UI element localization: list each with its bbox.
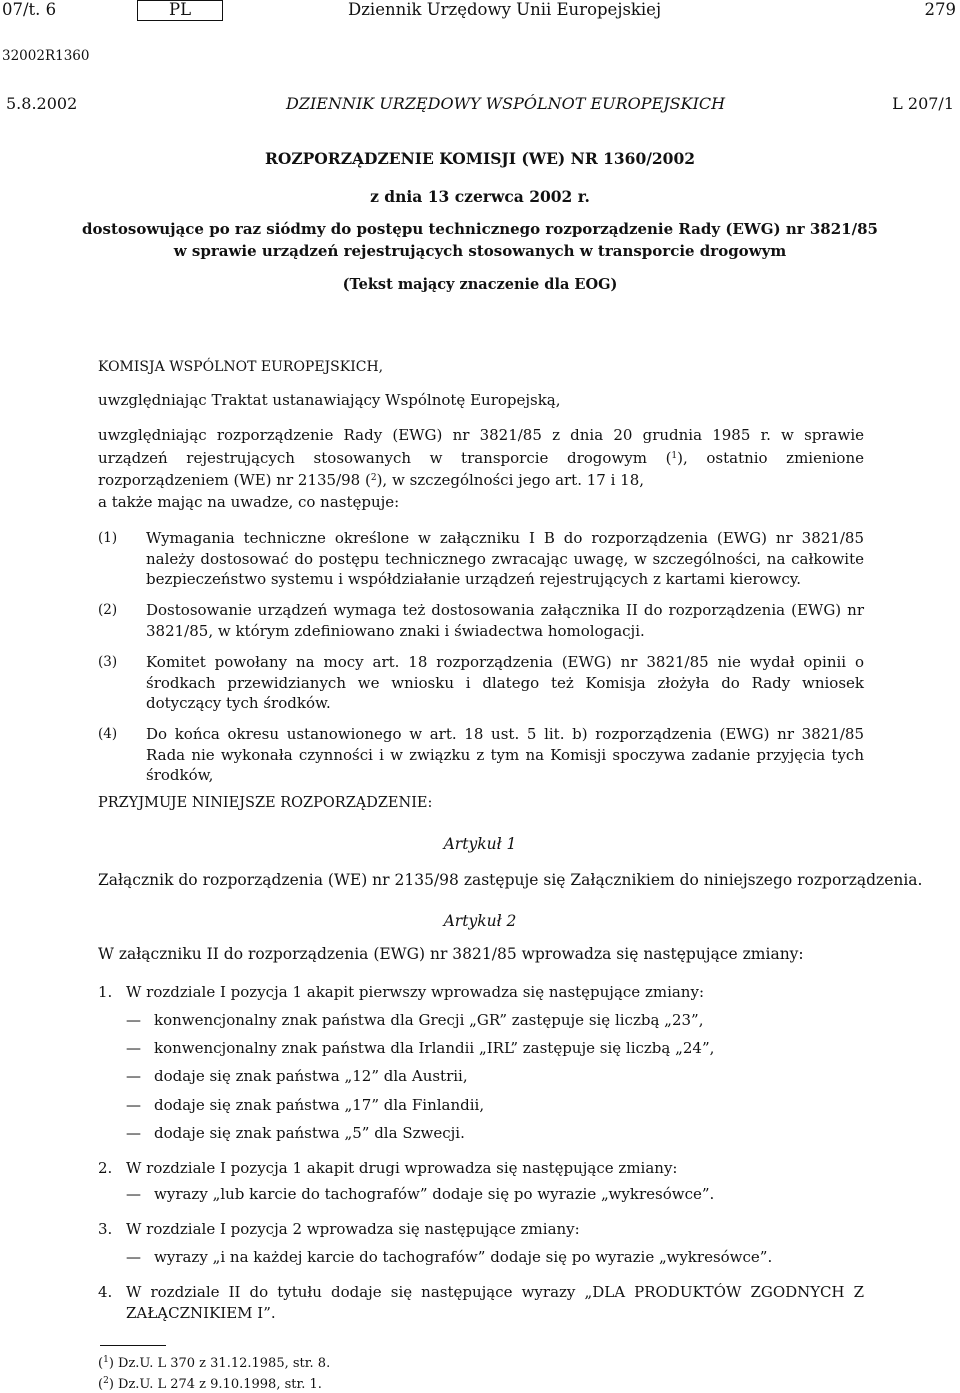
dash-text: dodaje się znak państwa „12” dla Austrii,	[154, 1067, 468, 1085]
regulation-subject	[0, 218, 960, 262]
article-1-heading: Artykuł 1	[443, 835, 517, 853]
dash-mark: —	[126, 1011, 141, 1029]
page-number: 279	[924, 0, 956, 19]
preamble-treaty: uwzględniając Traktat ustanawiający Wspólnotę Europejską,	[98, 391, 561, 409]
preamble-whereas: a także mając na uwadze, co następuje:	[98, 493, 400, 511]
item-text: W rozdziale I pozycja 1 akapit pierwszy wprowadza się następujące zmiany:	[126, 983, 704, 1001]
dash-text: dodaje się znak państwa „5” dla Szwecji.	[154, 1124, 465, 1142]
celex-number: 32002R1360	[2, 48, 90, 64]
recital-number: (3)	[98, 654, 118, 670]
recital-text: Do końca okresu ustanowionego w art. 18 ust. 5 lit. b) rozporządzenia (EWG) nr 3821/85 Rada nie wykonała czynności i w związku z tym na Komisji spoczywa zadanie przyjęcia tych środków,	[146, 725, 864, 784]
subject-line-2: w sprawie urządzeń rejestrujących stosowanych w transporcie drogowym	[173, 242, 787, 260]
subject-line-1: dostosowujące po raz siódmy do postępu technicznego rozporządzenie Rady (EWG) nr 3821/85	[82, 220, 878, 238]
item-text: W rozdziale II do tytułu dodaje się następujące wyrazy „DLA PRODUKTÓW ZGODNYCH Z ZAŁĄCZNIKIEM I”.	[126, 1283, 864, 1322]
recital-text: Dostosowanie urządzeń wymaga też dostosowania załącznika II do rozporządzenia (EWG) nr 3821/85, w którym zdefiniowano znaki i świadectwa homologacji.	[146, 601, 864, 640]
volume-ref: 07/t. 6	[2, 0, 57, 19]
footnote-separator	[100, 1345, 166, 1346]
item-text: W rozdziale I pozycja 1 akapit drugi wprowadza się następujące zmiany:	[126, 1159, 678, 1177]
dash-mark: —	[126, 1248, 141, 1266]
footnote: ($^1$) Dz.U. L 370 z 31.12.1985, str. 8.	[98, 1355, 331, 1371]
recital-number: (1)	[98, 530, 118, 546]
dash-mark: —	[126, 1124, 141, 1142]
footnote-ref-1: 1	[671, 450, 678, 461]
footnote-mark: 2	[103, 1376, 109, 1386]
item-number: 3.	[98, 1220, 113, 1238]
footnote: ($^2$) Dz.U. L 274 z 9.10.1998, str. 1.	[98, 1376, 322, 1392]
footnote-text: Dz.U. L 370 z 31.12.1985, str. 8.	[118, 1356, 331, 1371]
item-number: 1.	[98, 983, 113, 1001]
enacting-formula: PRZYJMUJE NINIEJSZE ROZPORZĄDZENIE:	[98, 795, 433, 811]
footnote-ref-2: 2	[370, 473, 377, 483]
footnote-text: Dz.U. L 274 z 9.10.1998, str. 1.	[118, 1377, 322, 1392]
recital-text: Wymagania techniczne określone w załączniku I B do rozporządzenia (EWG) nr 3821/85 należy dostosować do postępu technicznego zwracając uwagę, w szczególności, na całkowite bezpieczeństwo systemu i współdziałanie urządzeń rejestrujących z kartami kierowcy.	[146, 529, 864, 588]
eea-relevance: (Tekst mający znaczenie dla EOG)	[342, 276, 618, 293]
dash-mark: —	[126, 1067, 141, 1085]
oj-reference: L 207/1	[892, 94, 954, 113]
preamble-regulation: uwzględniając rozporządzenie Rady (EWG) nr 3821/85 z dnia 20 grudnia 1985 r. w sprawie urządzeń rejestrujących stosowanych w transporcie drogowym ($^1$), ostatnio zmienione rozporządzeniem (WE) nr 2135/98 ($^2$), w szczególności jego art. 17 i 18,	[98, 426, 864, 489]
item-number: 2.	[98, 1159, 113, 1177]
dash-text: wyrazy „lub karcie do tachografów” dodaje się po wyrazie „wykresówce”.	[154, 1185, 715, 1203]
regulation-date: z dnia 13 czerwca 2002 r.	[370, 187, 590, 206]
language-box: PL	[137, 0, 223, 21]
dash-text: dodaje się znak państwa „17” dla Finlandii,	[154, 1096, 485, 1114]
dash-mark: —	[126, 1039, 141, 1057]
item-text: W rozdziale I pozycja 2 wprowadza się następujące zmiany:	[126, 1220, 580, 1238]
recital-text: Komitet powołany na mocy art. 18 rozporządzenia (EWG) nr 3821/85 nie wydał opinii o środkach przewidzianych we wniosku i dlatego też Komisja złożyła do Rady wniosek dotyczący tych środków.	[146, 653, 864, 712]
regulation-title: ROZPORZĄDZENIE KOMISJI (WE) NR 1360/2002	[264, 149, 696, 168]
dash-text: wyrazy „i na każdej karcie do tachografów” dodaje się po wyrazie „wykresówce”.	[154, 1248, 773, 1266]
article-2-heading: Artykuł 2	[443, 912, 517, 930]
footnote-mark: 1	[103, 1355, 109, 1365]
article-2-intro: W załączniku II do rozporządzenia (EWG) nr 3821/85 wprowadza się następujące zmiany:	[98, 945, 804, 963]
dash-text: konwencjonalny znak państwa dla Grecji „GR” zastępuje się liczbą „23”,	[154, 1011, 704, 1029]
dash-mark: —	[126, 1096, 141, 1114]
running-header	[0, 0, 960, 24]
recital-number: (4)	[98, 726, 118, 742]
oj-date: 5.8.2002	[6, 94, 78, 113]
preamble-commission: KOMISJA WSPÓLNOT EUROPEJSKICH,	[98, 359, 384, 375]
dash-text: konwencjonalny znak państwa dla Irlandii „IRL” zastępuje się liczbą „24”,	[154, 1039, 715, 1057]
recital-number: (2)	[98, 602, 118, 618]
journal-title: Dziennik Urzędowy Unii Europejskiej	[348, 0, 662, 19]
dash-mark: —	[126, 1185, 141, 1203]
item-number: 4.	[98, 1283, 113, 1301]
oj-title: DZIENNIK URZĘDOWY WSPÓLNOT EUROPEJSKICH	[286, 94, 726, 113]
article-1-text: Załącznik do rozporządzenia (WE) nr 2135/98 zastępuje się Załącznikiem do niniejszego rozporządzenia.	[98, 871, 923, 889]
